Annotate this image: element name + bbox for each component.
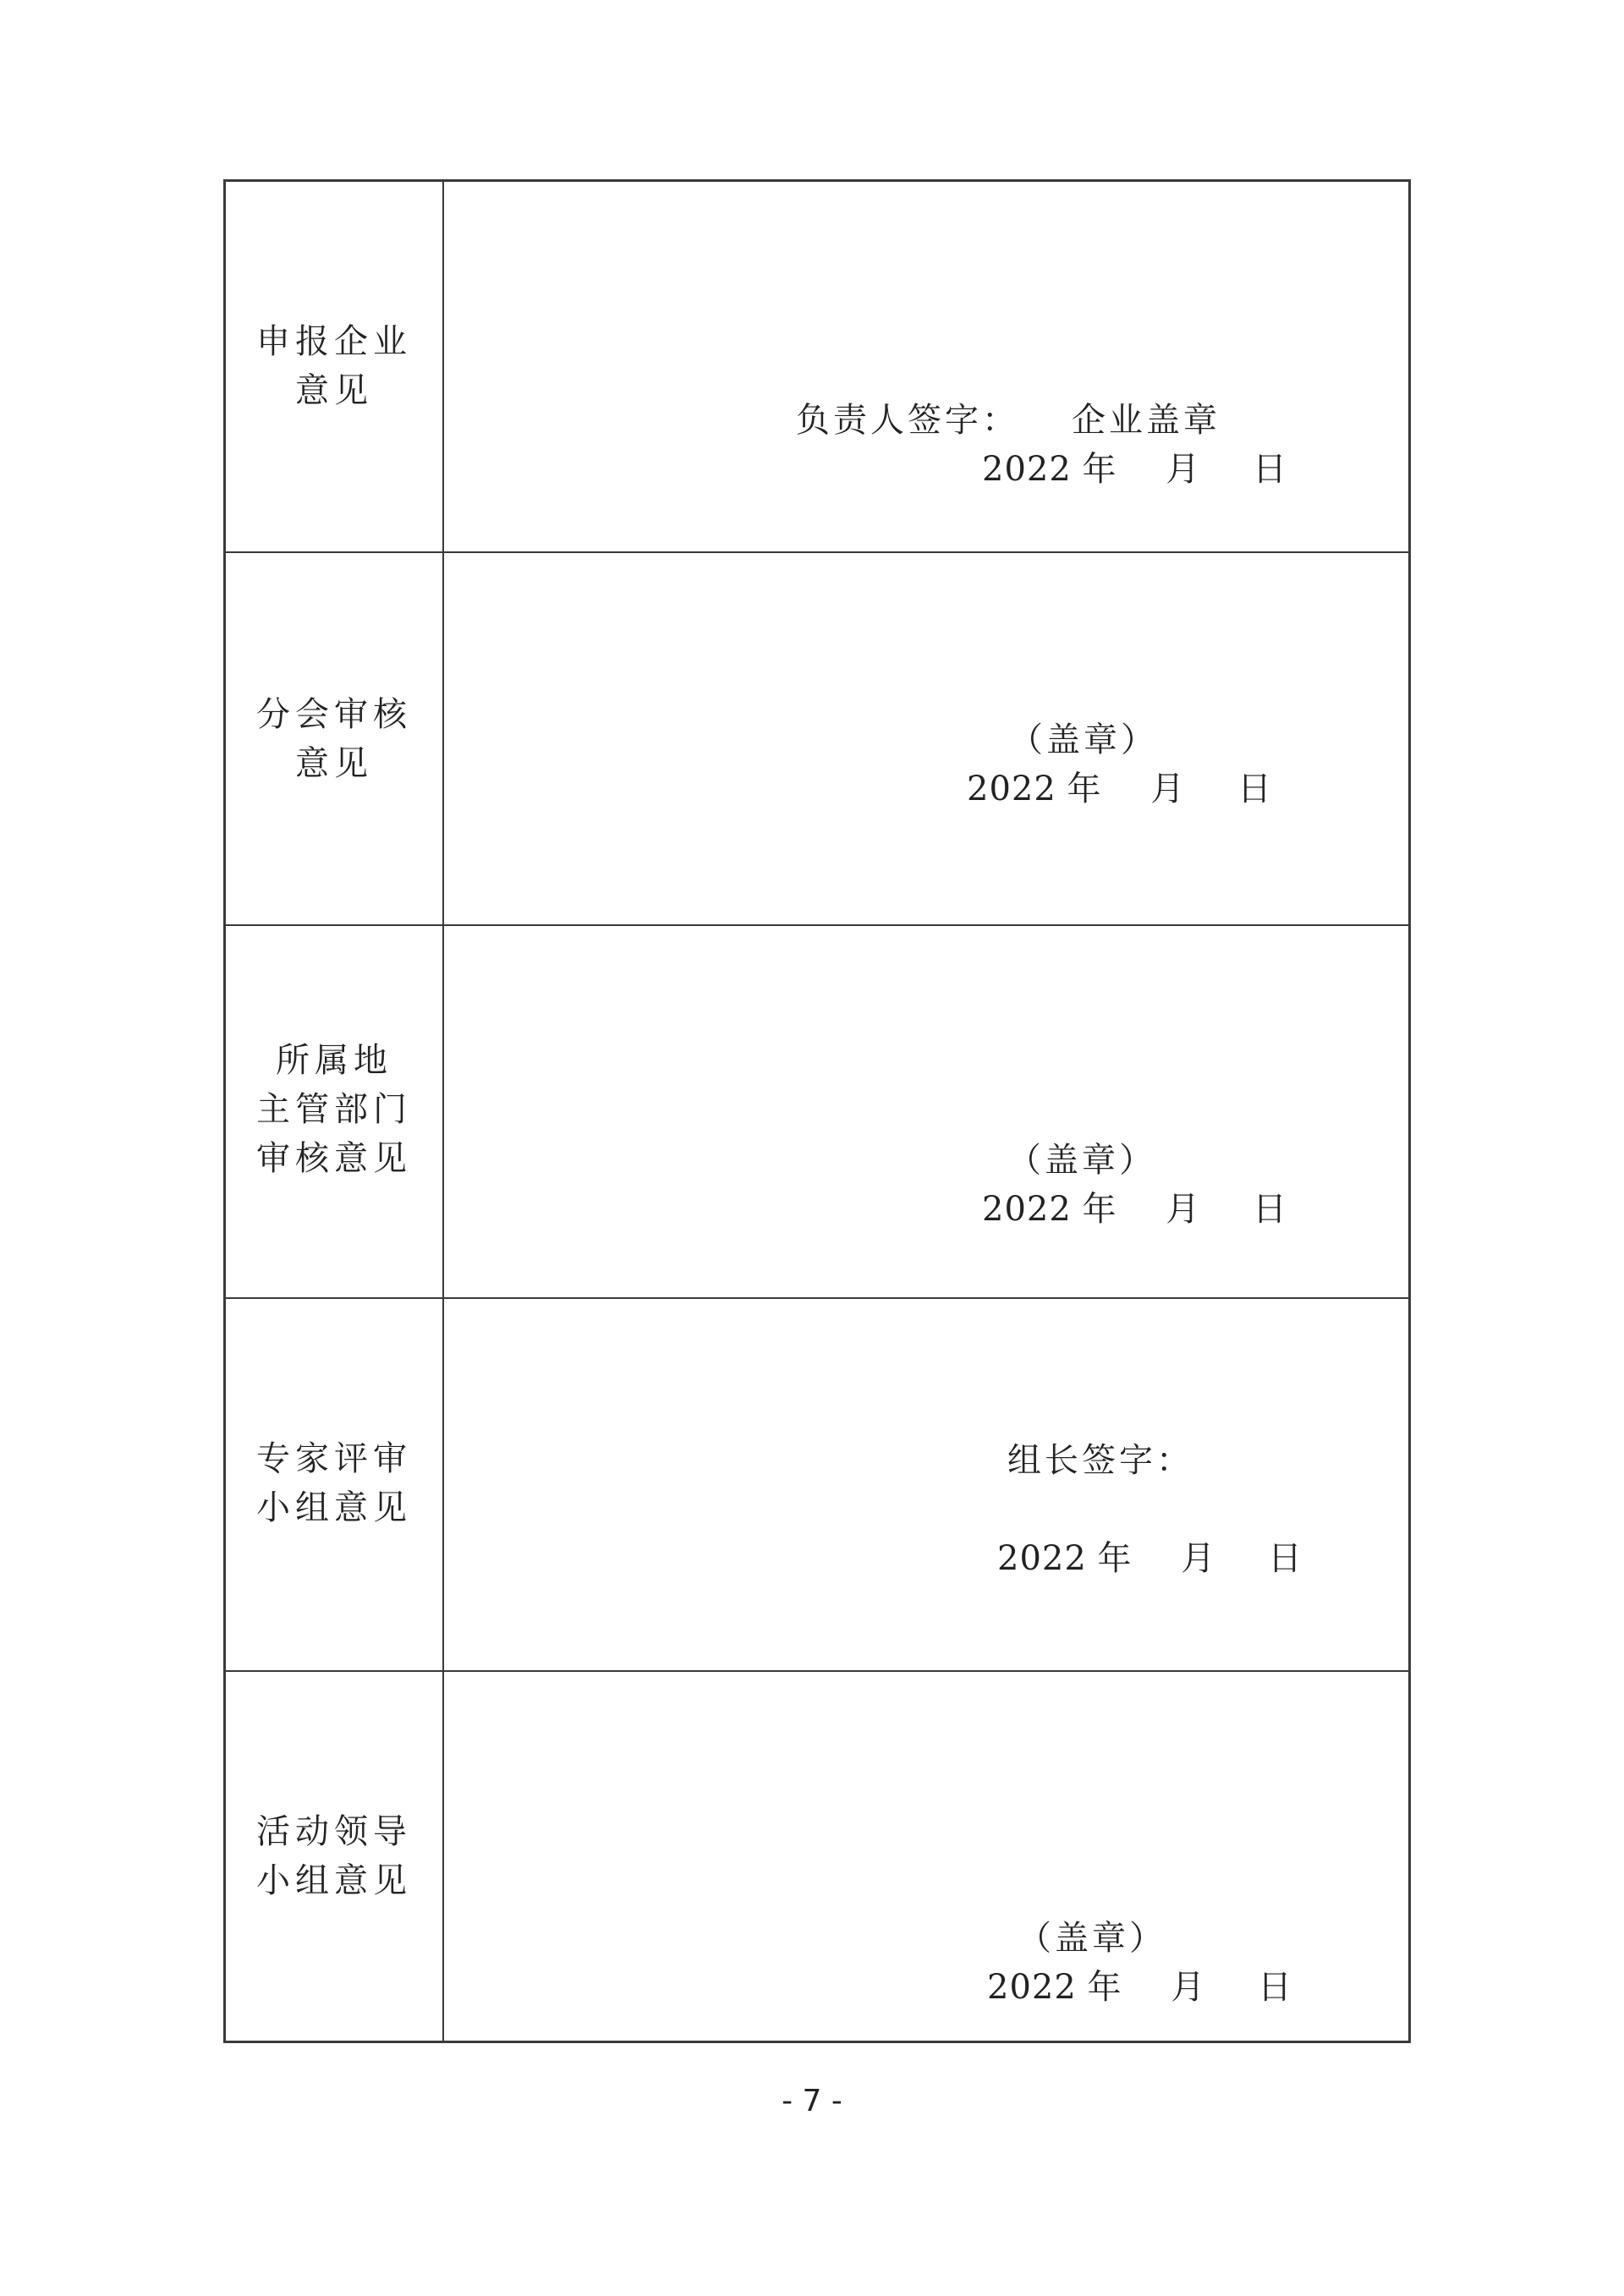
date-day-unit: 日: [1252, 1190, 1287, 1229]
row-label-line: 分会审核: [256, 695, 412, 734]
row-label-line: 意见: [295, 744, 373, 783]
date-day-unit: 日: [1267, 1539, 1302, 1578]
row-label: [226, 1434, 442, 1532]
date-month-unit: 月: [1150, 770, 1185, 808]
row-label-line: 所属地: [276, 1041, 392, 1080]
opinion-cell: [444, 182, 1408, 551]
date-year-unit: 年: [1067, 770, 1101, 808]
signature-label: 负责人签字：: [796, 401, 1019, 440]
row-label: [226, 317, 442, 415]
row-label-line: 主管部门: [256, 1090, 412, 1129]
table-row-leading-group-opinion: [226, 1670, 1408, 2041]
row-label-cell: [226, 926, 444, 1297]
signature-label: 组长签字：: [1007, 1441, 1193, 1480]
date-year-unit: 年: [1082, 450, 1116, 489]
row-label: [226, 1036, 442, 1183]
seal-label: （盖章）: [1018, 1919, 1166, 1958]
date-year: 2022: [982, 450, 1072, 489]
date-month-unit: 月: [1166, 450, 1200, 489]
date-month-unit: 月: [1181, 1539, 1215, 1578]
date-year-unit: 年: [1082, 1190, 1116, 1229]
date-day-unit: 日: [1252, 450, 1287, 489]
opinion-cell: [444, 1672, 1408, 2041]
date-year: 2022: [982, 1190, 1072, 1229]
table-row-local-authority-review: [226, 924, 1408, 1297]
row-label-line: 活动领导: [256, 1812, 412, 1851]
row-label-line: 小组意见: [256, 1861, 412, 1900]
opinion-cell: [444, 553, 1408, 924]
row-label-line: 申报企业: [256, 322, 412, 361]
date-month-unit: 月: [1166, 1190, 1200, 1229]
row-label-line: 审核意见: [256, 1139, 412, 1178]
date-year: 2022: [967, 770, 1056, 808]
date-month-unit: 月: [1171, 1968, 1205, 2007]
date-day-unit: 日: [1237, 770, 1271, 808]
date-line: [997, 1537, 1302, 1580]
review-opinion-table: [223, 179, 1411, 2043]
page-number: - 7 -: [782, 2084, 842, 2118]
opinion-cell: [444, 1299, 1408, 1670]
seal-label: 企业盖章: [1072, 401, 1221, 440]
row-label-cell: [226, 1299, 444, 1670]
date-year-unit: 年: [1097, 1539, 1132, 1578]
row-label-cell: [226, 553, 444, 924]
row-label: [226, 690, 442, 788]
row-label-line: 小组意见: [256, 1488, 412, 1527]
date-year: 2022: [997, 1539, 1087, 1578]
row-label-cell: [226, 1672, 444, 2041]
row-label-cell: [226, 182, 444, 551]
date-line: [987, 1966, 1292, 2008]
seal-label: （盖章）: [1009, 721, 1158, 759]
table-row-applicant-opinion: [226, 182, 1408, 551]
date-line: [982, 1188, 1287, 1230]
date-day-unit: 日: [1257, 1968, 1292, 2007]
row-label: [226, 1807, 442, 1905]
seal-label: （盖章）: [1007, 1141, 1156, 1180]
opinion-cell: [444, 926, 1408, 1297]
table-row-branch-review: [226, 551, 1408, 924]
date-year-unit: 年: [1087, 1968, 1122, 2007]
table-row-expert-panel-opinion: [226, 1297, 1408, 1670]
date-line: [967, 768, 1271, 810]
row-label-line: 意见: [295, 371, 373, 410]
row-label-line: 专家评审: [256, 1439, 412, 1478]
date-year: 2022: [987, 1968, 1077, 2007]
date-line: [982, 448, 1287, 490]
